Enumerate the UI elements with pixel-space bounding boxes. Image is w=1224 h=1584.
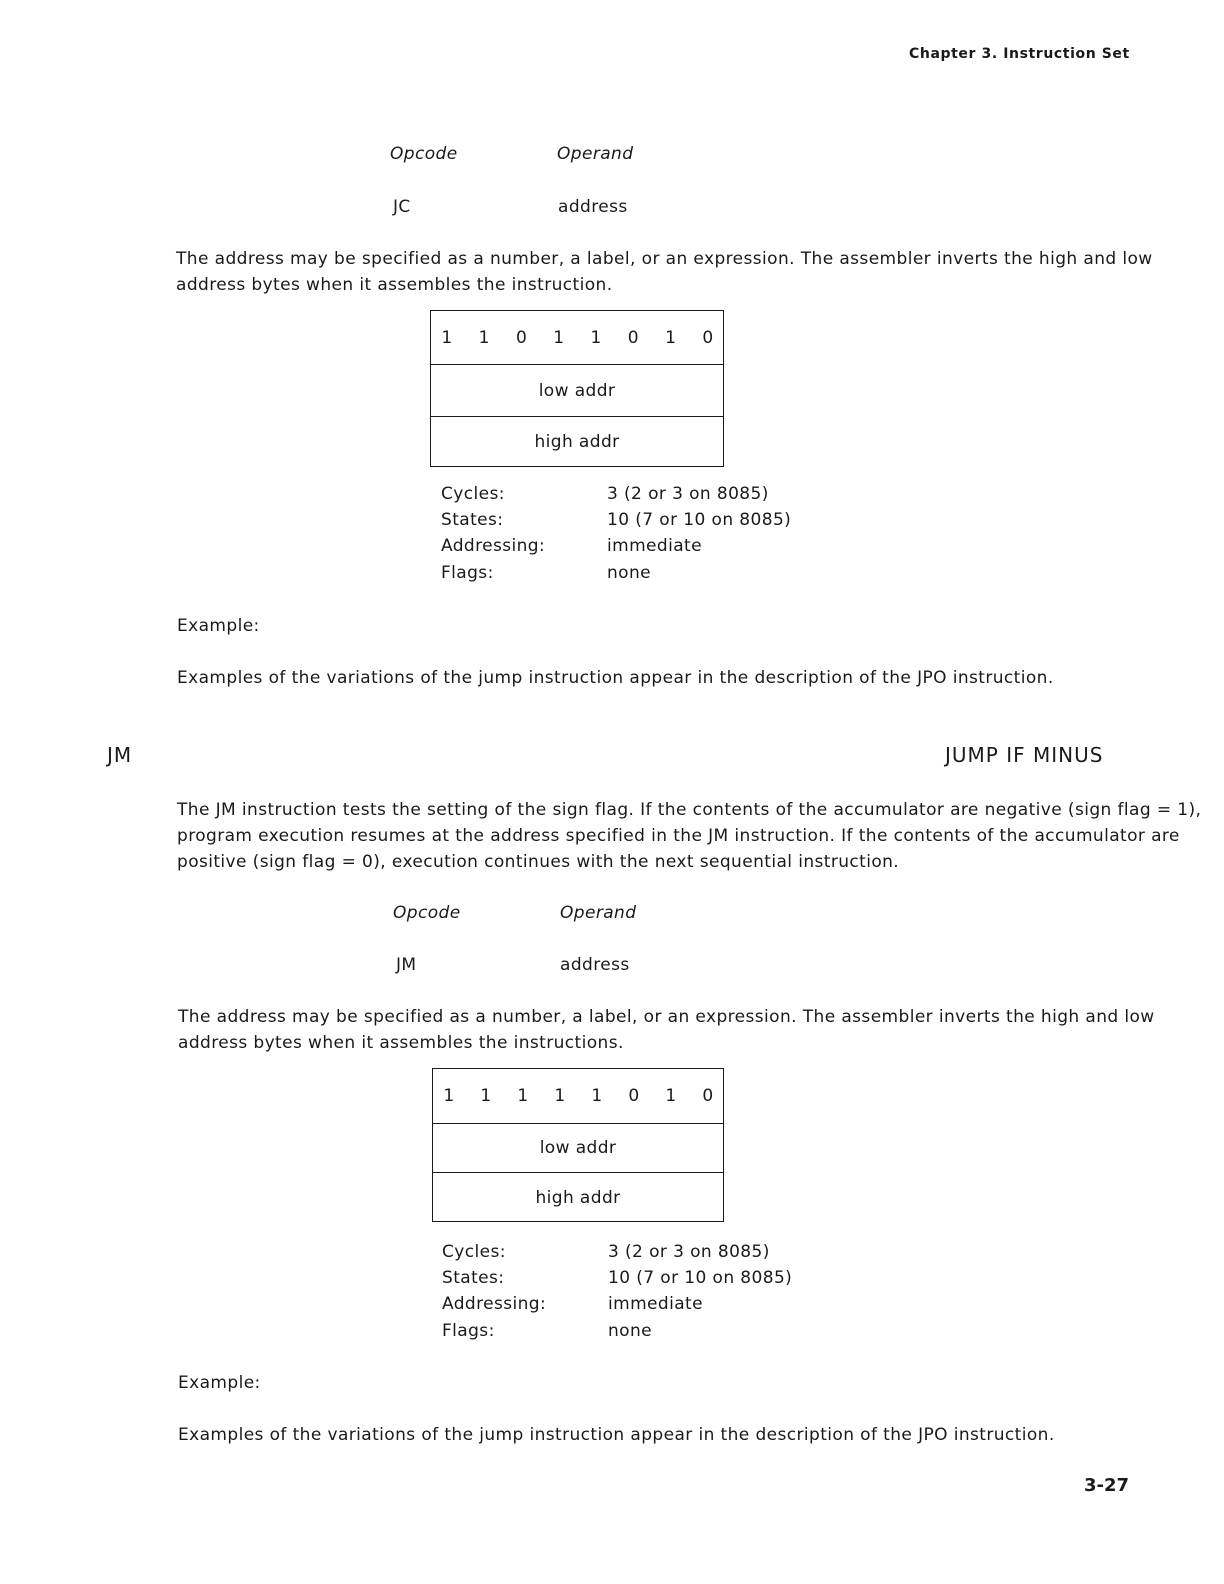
jm-operand: address xyxy=(560,955,630,975)
jc-bit-4: 1 xyxy=(553,327,565,348)
jm-cycles-label: Cycles: xyxy=(442,1242,506,1262)
jc-encoding-box xyxy=(430,310,724,467)
jc-low-addr-row xyxy=(431,365,723,417)
jm-address-note xyxy=(178,1004,1155,1056)
jc-example-text: Examples of the variations of the jump instruction appear in the description of the JPO instruction. xyxy=(177,668,1054,688)
jm-note-line-2: address bytes when it assembles the instructions. xyxy=(178,1033,624,1053)
jc-opcode-bits-row xyxy=(431,311,723,365)
jm-addressing-value: immediate xyxy=(608,1294,703,1314)
jc-states-value: 10 (7 or 10 on 8085) xyxy=(607,510,792,530)
jm-note-line-1: The address may be specified as a number, a label, or an expression. The assembler inverts the high and low xyxy=(178,1007,1155,1027)
jc-bit-0: 0 xyxy=(702,327,714,348)
jm-states-label: States: xyxy=(442,1268,505,1288)
jm-opcode-bits-row xyxy=(433,1069,723,1124)
jc-bit-7: 1 xyxy=(441,327,453,348)
jm-bit-6: 1 xyxy=(480,1086,492,1106)
jc-bit-1: 1 xyxy=(665,327,677,348)
jc-high-addr: high addr xyxy=(534,431,620,452)
jm-description-line-1: The JM instruction tests the setting of the sign flag. If the contents of the accumulator are negative (sign flag = 1), xyxy=(177,800,1202,820)
jc-bit-5: 0 xyxy=(515,327,528,348)
jm-example-text: Examples of the variations of the jump instruction appear in the description of the JPO instruction. xyxy=(178,1425,1055,1445)
jm-bit-2: 0 xyxy=(628,1086,640,1106)
jc-opcode: JC xyxy=(393,197,411,217)
jm-operand-header: Operand xyxy=(560,903,637,923)
jm-bit-5: 1 xyxy=(517,1086,529,1106)
jm-bit-0: 0 xyxy=(702,1086,714,1106)
jc-note-line-1: The address may be specified as a number, a label, or an expression. The assembler inverts the high and low xyxy=(176,249,1153,269)
jc-low-addr: low addr xyxy=(538,380,616,401)
jm-description-line-3: positive (sign flag = 0), execution continues with the next sequential instruction. xyxy=(177,852,900,872)
jm-cycles-value: 3 (2 or 3 on 8085) xyxy=(608,1242,770,1262)
jc-cycles-value: 3 (2 or 3 on 8085) xyxy=(607,484,769,504)
jm-states-value: 10 (7 or 10 on 8085) xyxy=(608,1268,793,1288)
jc-addressing-label: Addressing: xyxy=(441,536,546,556)
jm-mnemonic-heading: JM xyxy=(107,743,133,767)
jc-flags-value: none xyxy=(607,563,652,583)
jm-high-addr-row xyxy=(433,1173,723,1223)
jc-addressing-value: immediate xyxy=(607,536,702,556)
jm-opcode: JM xyxy=(396,955,417,975)
jc-note-line-2: address bytes when it assembles the instruction. xyxy=(176,275,613,295)
jm-low-addr: low addr xyxy=(539,1138,617,1158)
jm-bit-1: 1 xyxy=(665,1086,677,1106)
jm-encoding-box xyxy=(432,1068,724,1222)
jc-bit-2: 0 xyxy=(627,327,640,348)
jm-bit-3: 1 xyxy=(591,1086,603,1106)
jc-address-note xyxy=(176,246,1153,298)
jm-addressing-label: Addressing: xyxy=(442,1294,547,1314)
jm-low-addr-row xyxy=(433,1124,723,1173)
jc-cycles-label: Cycles: xyxy=(441,484,505,504)
jm-description xyxy=(177,797,1201,875)
jc-bit-6: 1 xyxy=(478,327,490,348)
jm-bit-4: 1 xyxy=(554,1086,566,1106)
jc-opcode-header: Opcode xyxy=(390,144,458,164)
jm-bit-7: 1 xyxy=(443,1086,455,1106)
jm-high-addr: high addr xyxy=(535,1188,621,1208)
jc-example-label: Example: xyxy=(177,616,260,636)
page-number: 3-27 xyxy=(1084,1475,1130,1496)
running-head: Chapter 3. Instruction Set xyxy=(909,46,1130,62)
jm-flags-value: none xyxy=(608,1321,653,1341)
jm-flags-label: Flags: xyxy=(442,1321,495,1341)
jc-flags-label: Flags: xyxy=(441,563,494,583)
jm-title-heading: JUMP IF MINUS xyxy=(945,743,1104,767)
jm-description-line-2: program execution resumes at the address specified in the JM instruction. If the contents of the accumulator are xyxy=(177,826,1180,846)
jc-operand-header: Operand xyxy=(557,144,634,164)
jm-opcode-header: Opcode xyxy=(393,903,461,923)
jc-operand: address xyxy=(558,197,628,217)
jc-high-addr-row xyxy=(431,417,723,466)
jm-example-label: Example: xyxy=(178,1373,261,1393)
jc-bit-3: 1 xyxy=(590,327,602,348)
jc-states-label: States: xyxy=(441,510,504,530)
